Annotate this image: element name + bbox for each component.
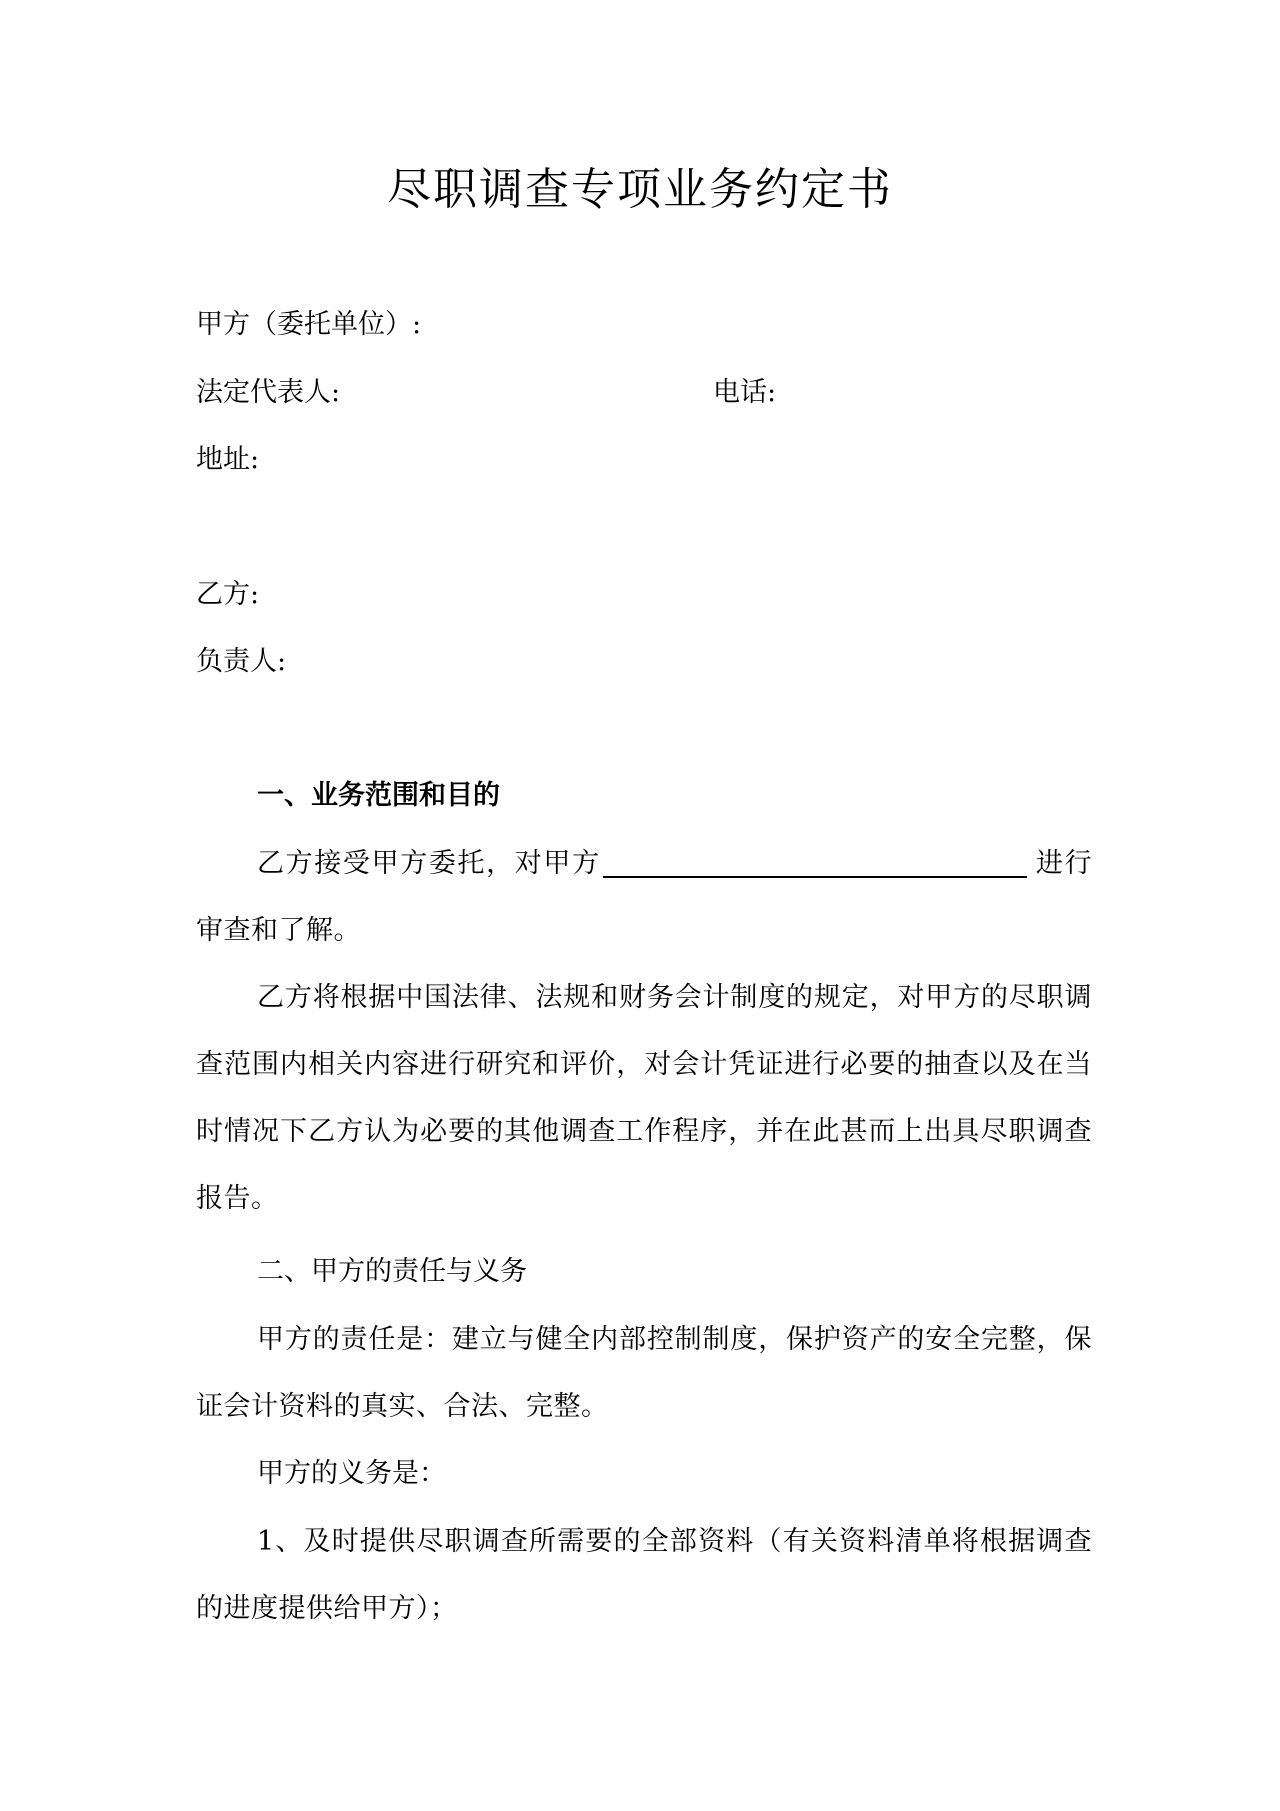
section-2-obligation-label: 甲方的义务是： (257, 1458, 446, 1489)
scope-text-after: 进行审查和了解。 (196, 848, 1093, 946)
section-1-paragraph-1 (196, 830, 1092, 964)
phone-label: 电话: (713, 377, 777, 408)
section-2-obligation-item-1: 1、及时提供尽职调查所需要的全部资料（有关资料清单将根据调查的进度提供给甲方）； (196, 1526, 1092, 1624)
fill-in-blank-line[interactable] (603, 846, 1027, 878)
party-a-label: 甲方（委托单位）: (196, 309, 422, 340)
person-in-charge-label: 负责人: (196, 646, 287, 677)
address-label: 地址: (196, 444, 260, 475)
section-2-heading: 二、甲方的责任与义务 (257, 1256, 527, 1287)
section-1-heading: 一、业务范围和目的 (257, 780, 500, 811)
document-title: 尽职调查专项业务约定书 (387, 164, 893, 215)
scope-text-before: 乙方接受甲方委托，对甲方 (257, 848, 601, 879)
legal-representative-label: 法定代表人: (196, 377, 341, 408)
section-1-paragraph-2: 乙方将根据中国法律、法规和财务会计制度的规定，对甲方的尽职调查范围内相关内容进行研究和评价，对会计凭证进行必要的抽查以及在当时情况下乙方认为必要的其他调查工作程序，并在此甚而上出具尽职调查报告。 (196, 982, 1092, 1214)
section-2-responsibility-paragraph: 甲方的责任是：建立与健全内部控制制度，保护资产的安全完整，保证会计资料的真实、合法、完整。 (196, 1324, 1092, 1422)
party-b-label: 乙方: (196, 579, 260, 610)
